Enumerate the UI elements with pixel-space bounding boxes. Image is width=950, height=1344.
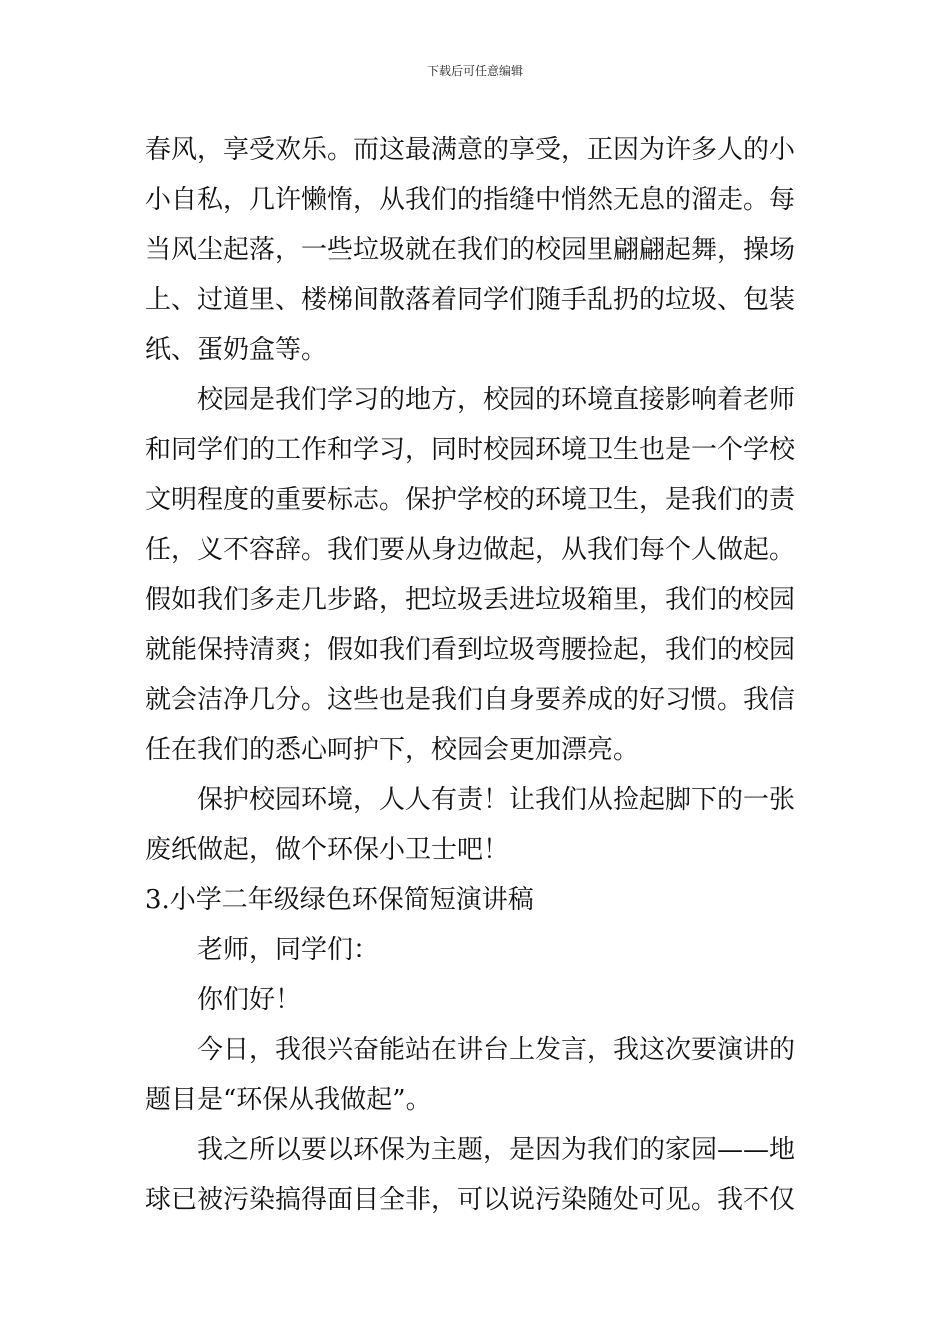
text-line: 小自私，几许懒惰，从我们的指缝中悄然无息的溜走。每 [145,185,796,215]
paragraph-start-line: 校园是我们学习的地方，校园的环境直接影响着老师 [197,385,796,415]
text-line: 废纸做起，做个环保小卫士吧！ [145,835,510,865]
text-line: 春风，享受欢乐。而这最满意的享受，正因为许多人的小 [145,135,796,165]
text-line: 题目是“环保从我做起”。 [145,1085,432,1115]
section-heading: 3.小学二年级绿色环保简短演讲稿 [145,885,534,915]
paragraph-start-line: 今日，我很兴奋能站在讲台上发言，我这次要演讲的 [197,1035,796,1065]
text-line: 任在我们的悉心呵护下，校园会更加漂亮。 [145,735,640,765]
text-line: 球已被污染搞得面目全非，可以说污染随处可见。我不仅 [145,1185,796,1215]
paragraph-start-line: 保护校园环境，人人有责！让我们从捡起脚下的一张 [197,785,796,815]
text-line: 假如我们多走几步路，把垃圾丢进垃圾箱里，我们的校园 [145,585,796,615]
text-line: 就能保持清爽；假如我们看到垃圾弯腰捡起，我们的校园 [145,635,796,665]
text-line: 上、过道里、楼梯间散落着同学们随手乱扔的垃圾、包装 [145,285,796,315]
text-line: 就会洁净几分。这些也是我们自身要养成的好习惯。我信 [145,685,796,715]
text-line: 纸、蛋奶盒等。 [145,335,328,365]
text-line: 当风尘起落，一些垃圾就在我们的校园里翩翩起舞，操场 [145,235,796,265]
page-header-note: 下载后可任意编辑 [426,64,523,78]
salutation-line: 老师，同学们： [197,935,380,965]
paragraph-start-line: 我之所以要以环保为主题，是因为我们的家园——地 [197,1135,796,1165]
text-line: 文明程度的重要标志。保护学校的环境卫生，是我们的责 [145,485,796,515]
document-body [145,125,810,1225]
text-line: 任，义不容辞。我们要从身边做起，从我们每个人做起。 [145,535,796,565]
greeting-line: 你们好！ [197,985,302,1015]
text-line: 和同学们的工作和学习，同时校园环境卫生也是一个学校 [145,435,796,465]
